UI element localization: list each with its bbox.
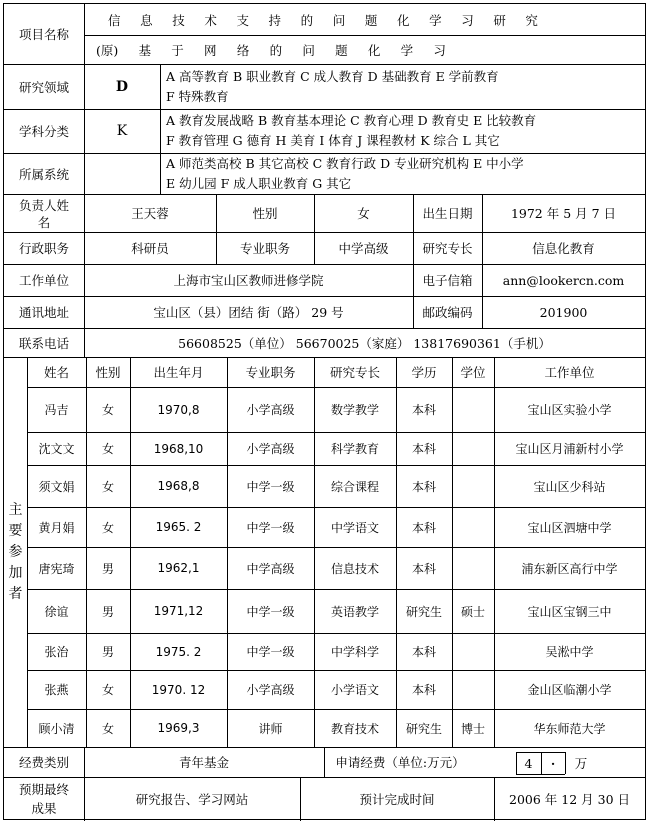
participant-title-cell: 中学一级 [246, 604, 295, 619]
project-title-char: 持 [268, 13, 282, 28]
col-header-unit: 工作单位 [544, 365, 595, 380]
participant-education-cell: 本科 [411, 442, 436, 456]
address-value: 宝山区（县）团结 街（路） 29 号 [153, 305, 344, 320]
gender-label: 性别 [252, 206, 278, 221]
phone-value: 56608525（单位） 56670025（家庭） 13817690361（手机） [178, 335, 551, 351]
project-title-char: 问 [332, 13, 346, 28]
participant-gender-cell: 女 [101, 520, 114, 535]
project-title-char: 基 [138, 43, 152, 58]
professional-title-label: 专业职务 [239, 241, 290, 256]
col-header-name: 姓名 [43, 365, 69, 380]
specialty-label: 研究专长 [422, 241, 473, 256]
project-title-char: 的 [269, 43, 283, 58]
work-unit-value: 上海市宝山区教师进修学院 [173, 273, 324, 288]
participant-birth-cell: 1965. 2 [155, 520, 202, 534]
project-title-char: 研 [493, 13, 506, 28]
project-title-char: 习 [433, 43, 446, 58]
project-title-char: (原) [96, 43, 119, 58]
participant-unit-cell: 宝山区泗塘中学 [527, 520, 612, 535]
professional-title-value: 中学高级 [338, 241, 389, 256]
col-divider [84, 4, 85, 64]
participant-unit-cell: 吴淞中学 [545, 645, 594, 659]
participant-degree-cell: 硕士 [460, 604, 485, 619]
research-field-options-line2: F 特殊教育 [166, 89, 229, 104]
funding-type-label: 经费类别 [18, 755, 69, 770]
postcode-label: 邮政编码 [422, 305, 473, 320]
birth-date-value: 1972 年 5 月 7 日 [510, 206, 617, 221]
participant-education-cell: 本科 [411, 645, 436, 659]
participants-side-char: 主 [8, 501, 23, 518]
participant-unit-cell: 金山区临潮小学 [527, 683, 612, 697]
participant-title-cell: 小学高级 [246, 683, 295, 697]
col-header-degree: 学位 [460, 365, 486, 380]
outcome-value: 研究报告、学习网站 [135, 792, 249, 807]
participants-side-char: 参 [8, 543, 23, 560]
postcode-value: 201900 [539, 304, 588, 320]
participant-specialty-cell: 小学语文 [330, 683, 379, 697]
participant-unit-cell: 宝山区月浦新村小学 [515, 442, 624, 456]
leader-name-value: 王天蓉 [131, 206, 169, 221]
funding-digit-1: 4 [524, 755, 533, 771]
col-header-title: 专业职务 [245, 365, 296, 380]
participant-birth-cell: 1968,10 [153, 441, 204, 456]
participant-degree-cell [452, 670, 494, 709]
digit-box-bottom [516, 774, 565, 775]
email-label: 电子信箱 [422, 273, 473, 288]
participant-specialty-cell: 中学科学 [330, 645, 379, 659]
participant-specialty-cell: 科学教育 [330, 442, 379, 456]
project-title-char: 化 [396, 13, 410, 28]
project-title-char: 络 [236, 43, 250, 58]
application-form-table [3, 3, 646, 820]
project-title-line2 [96, 37, 446, 63]
system-label: 所属系统 [18, 166, 69, 182]
address-label: 通讯地址 [18, 305, 69, 320]
participant-degree-cell: 博士 [460, 721, 485, 736]
project-title-char: 支 [236, 13, 249, 28]
funding-unit: 万 [574, 756, 588, 771]
participant-gender-cell: 女 [101, 442, 114, 456]
participant-name-cell: 徐谊 [44, 604, 69, 619]
participant-gender-cell: 女 [101, 403, 114, 417]
col-header-specialty: 研究专长 [329, 365, 380, 380]
discipline-value: K [116, 123, 128, 139]
participants-side-char: 要 [8, 522, 23, 539]
system-options-line1: A 师范类高校 B 其它高校 C 教育行政 D 专业研究机构 E 中小学 [166, 156, 524, 171]
apply-funding-label: 申请经费（单位:万元） [335, 755, 465, 770]
discipline-options-line2: F 教育管理 G 德育 H 美育 I 体育 J 课程教材 K 综合 L 其它 [166, 133, 500, 148]
col-header-gender: 性别 [95, 365, 121, 380]
participant-gender-cell: 男 [101, 561, 114, 576]
system-options-line2: E 幼儿园 F 成人职业教育 G 其它 [166, 176, 352, 191]
participant-name-cell: 须文娟 [38, 479, 75, 494]
participant-degree-cell [452, 432, 494, 465]
title-divider [84, 35, 645, 36]
participant-name-cell: 黄月娟 [38, 520, 75, 535]
discipline-label: 学科分类 [18, 124, 69, 139]
participant-birth-cell: 1968,8 [157, 479, 200, 493]
project-title-char: 于 [171, 43, 184, 58]
col-header-birth: 出生年月 [153, 365, 204, 380]
participant-education-cell: 本科 [411, 561, 436, 576]
participant-education-cell: 本科 [411, 479, 436, 494]
project-title-char: 网 [204, 43, 217, 58]
project-title-char: 术 [204, 13, 217, 28]
participant-title-cell: 小学高级 [246, 442, 295, 456]
funding-type-value: 青年基金 [178, 755, 229, 770]
participant-education-cell: 本科 [411, 683, 436, 697]
outcome-label-2: 成果 [31, 801, 57, 816]
admin-post-value: 科研员 [131, 241, 169, 256]
participant-title-cell: 小学高级 [246, 403, 295, 417]
digit-box-divider [565, 752, 566, 774]
research-field-label: 研究领域 [18, 79, 69, 95]
participant-unit-cell: 宝山区宝钢三中 [527, 604, 612, 619]
project-title-char: 的 [300, 13, 314, 28]
participant-birth-cell: 1971,12 [153, 604, 204, 618]
participant-name-cell: 顾小清 [38, 721, 75, 736]
project-title-char: 习 [461, 13, 474, 28]
participant-unit-cell: 宝山区少科站 [533, 479, 606, 494]
participant-education-cell: 研究生 [405, 721, 442, 736]
finish-time-label: 预计完成时间 [359, 792, 435, 807]
participant-specialty-cell: 数学教学 [330, 403, 379, 417]
project-title-char: 究 [525, 13, 538, 28]
phone-label: 联系电话 [18, 335, 69, 351]
participant-birth-cell: 1970,8 [157, 402, 200, 417]
participant-name-cell: 张燕 [44, 683, 69, 697]
participant-degree-cell [452, 387, 494, 432]
discipline-options-line1: A 教育发展战略 B 教育基本理论 C 教育心理 D 教育史 E 比较教育 [166, 113, 537, 128]
participant-name-cell: 沈文文 [38, 442, 75, 456]
participant-title-cell: 中学一级 [246, 645, 295, 659]
col-divider [160, 64, 161, 194]
participant-name-cell: 冯吉 [44, 403, 69, 417]
participants-side-char: 者 [8, 585, 23, 602]
leader-name-label-2: 名 [37, 215, 51, 230]
participant-gender-cell: 男 [101, 604, 114, 619]
project-title-char: 信 [108, 13, 121, 28]
col-divider [324, 747, 325, 777]
participant-birth-cell: 1970. 12 [151, 682, 206, 697]
email-value: ann@lookercn.com [502, 272, 625, 288]
project-title-char: 技 [172, 13, 185, 28]
participant-birth-cell: 1975. 2 [155, 644, 202, 659]
participant-birth-cell: 1969,3 [157, 721, 200, 735]
participants-side-char: 加 [8, 564, 23, 581]
participant-gender-cell: 男 [101, 645, 114, 659]
col-header-education: 学历 [411, 365, 437, 380]
project-title-line1 [108, 7, 538, 33]
participant-unit-cell: 宝山区实验小学 [527, 403, 612, 417]
participant-education-cell: 研究生 [405, 604, 442, 619]
participant-specialty-cell: 综合课程 [330, 479, 379, 494]
participant-education-cell: 本科 [411, 403, 436, 417]
participant-degree-cell [452, 507, 494, 547]
participant-unit-cell: 华东师范大学 [533, 721, 606, 736]
participant-gender-cell: 女 [101, 683, 114, 697]
research-field-options-line1: A 高等教育 B 职业教育 C 成人教育 D 基础教育 E 学前教育 [166, 69, 499, 84]
outcome-label-1: 预期最终 [18, 782, 69, 797]
participant-birth-cell: 1962,1 [157, 561, 200, 575]
participant-degree-cell [452, 465, 494, 507]
participant-specialty-cell: 英语教学 [330, 604, 379, 619]
finish-time-value: 2006 年 12 月 30 日 [509, 792, 630, 807]
participants-side-label [4, 357, 27, 747]
participant-gender-cell: 女 [101, 479, 114, 494]
participant-unit-cell: 浦东新区高行中学 [521, 561, 618, 576]
project-title-char: 学 [400, 43, 414, 58]
project-title-char: 题 [364, 13, 378, 28]
participant-title-cell: 中学高级 [246, 561, 295, 576]
leader-name-label-1: 负责人姓 [18, 198, 69, 213]
participant-gender-cell: 女 [101, 721, 114, 736]
participant-education-cell: 本科 [411, 520, 436, 535]
project-title-char: 问 [302, 43, 315, 58]
participant-name-cell: 张治 [44, 645, 69, 659]
participant-degree-cell [452, 633, 494, 670]
participant-degree-cell [452, 547, 494, 589]
specialty-value: 信息化教育 [532, 241, 595, 256]
project-title-char: 息 [140, 13, 153, 28]
project-title-char: 学 [429, 13, 442, 28]
work-unit-label: 工作单位 [18, 273, 69, 288]
participant-title-cell: 中学一级 [246, 520, 295, 535]
participant-specialty-cell: 中学语文 [330, 520, 379, 535]
project-title-char: 化 [367, 43, 381, 58]
participant-specialty-cell: 信息技术 [330, 561, 379, 576]
participant-name-cell: 唐宪琦 [38, 561, 75, 576]
project-name-label: 项目名称 [18, 27, 69, 42]
funding-digit-2: · [550, 755, 556, 771]
participant-specialty-cell: 教育技术 [330, 721, 379, 736]
project-title-char: 题 [335, 43, 348, 58]
participant-title-cell: 中学一级 [246, 479, 295, 494]
admin-post-label: 行政职务 [18, 241, 69, 256]
birth-date-label: 出生日期 [422, 206, 473, 221]
participant-title-cell: 讲师 [258, 721, 283, 736]
research-field-value: D [115, 78, 129, 95]
gender-value: 女 [357, 206, 370, 221]
